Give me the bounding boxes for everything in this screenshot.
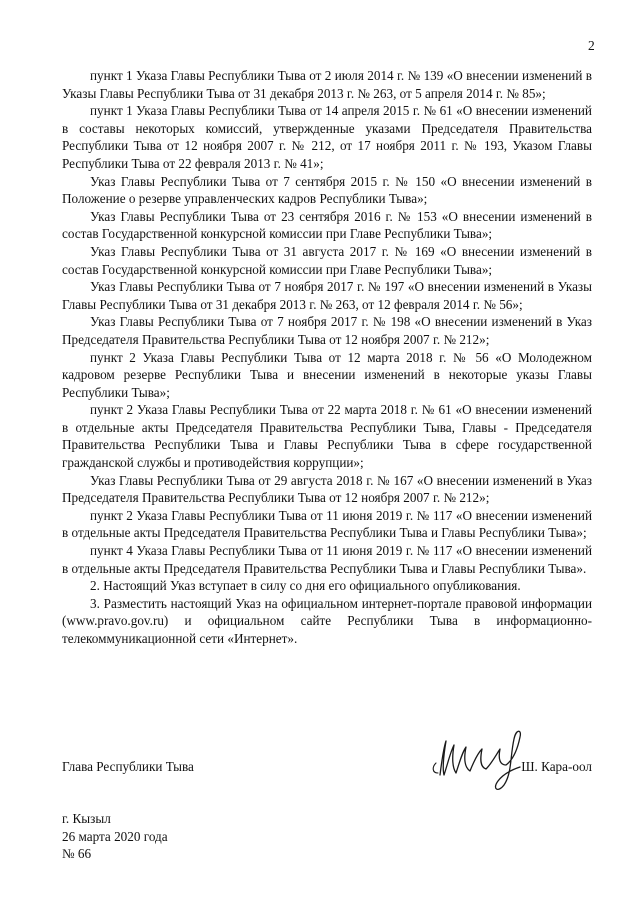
paragraph: пункт 1 Указа Главы Республики Тыва от 2 июля 2014 г. № 139 «О внесении изменений в Указы Главы Республики Тыва от 31 декабря 2013 г. № 263, от 5 апреля 2014 г. № 85»; xyxy=(62,68,592,101)
document-body xyxy=(62,67,592,648)
date: 26 марта 2020 года xyxy=(62,828,168,844)
signatory-position: Глава Республики Тыва xyxy=(62,759,194,774)
signature-block xyxy=(62,755,592,779)
page-number: 2 xyxy=(588,38,595,53)
paragraph: пункт 1 Указа Главы Республики Тыва от 14 апреля 2015 г. № 61 «О внесении изменений в составы некоторых комиссий, утвержденные указами Председателя Правительства Республики Тыва от 12 ноября 2007 г. № 212, от 17 ноября 2011 г. № 193, Указом Главы Республики Тыва от 22 февраля 2013 г. № 41»; xyxy=(62,103,592,171)
paragraph: пункт 2 Указа Главы Республики Тыва от 12 марта 2018 г. № 56 «О Молодежном кадровом резерве Республики Тыва и внесении изменений в некоторые указы Главы Республики Тыва»; xyxy=(62,349,592,400)
paragraph: Указ Главы Республики Тыва от 7 ноября 2017 г. № 197 «О внесении изменений в Указы Главы Республики Тыва от 31 декабря 2013 г. № 263, от 12 февраля 2014 г. № 56»; xyxy=(62,279,592,312)
signatory-name: Ш. Кара-оол xyxy=(521,759,592,774)
paragraph: пункт 2 Указа Главы Республики Тыва от 22 марта 2018 г. № 61 «О внесении изменений в отдельные акты Председателя Правительства Республики Тыва, Главы - Председателя Правительства Республики Тыва и Главы Республики Тыва в сфере государственной гражданской службы и противодействия коррупции»; xyxy=(62,402,592,471)
paragraph: Указ Главы Республики Тыва от 31 августа 2017 г. № 169 «О внесении изменений в состав Государственной конкурсной комиссии при Главе Республики Тыва»; xyxy=(62,243,592,277)
paragraph: 2. Настоящий Указ вступает в силу со дня его официального опубликования. xyxy=(90,578,521,594)
paragraph: 3. Разместить настоящий Указ на официальном интернет-портале правовой информации (www.pravo.gov.ru) и официальном сайте Республики Тыва в информационно-телекоммуникационной сети «Интернет». xyxy=(62,595,592,646)
paragraph: Указ Главы Республики Тыва от 29 августа 2018 г. № 167 «О внесении изменений в Указ Председателя Правительства Республики Тыва от 12 ноября 2007 г. № 212»; xyxy=(62,472,592,506)
place: г. Кызыл xyxy=(62,811,111,826)
paragraph: Указ Главы Республики Тыва от 7 сентября 2015 г. № 150 «О внесении изменений в Положение о резерве управленческих кадров Республики Тыва»; xyxy=(62,173,592,207)
paragraph: Указ Главы Республики Тыва от 23 сентября 2016 г. № 153 «О внесении изменений в состав Государственной конкурсной комиссии при Главе Республики Тыва»; xyxy=(62,208,592,242)
paragraph: пункт 4 Указа Главы Республики Тыва от 11 июня 2019 г. № 117 «О внесении изменений в отдельные акты Председателя Правительства Республики Тыва и Главы Республики Тыва». xyxy=(62,543,592,576)
decree-number: № 66 xyxy=(62,846,92,862)
document-footer xyxy=(62,810,168,863)
paragraph: пункт 2 Указа Главы Республики Тыва от 11 июня 2019 г. № 117 «О внесении изменений в отдельные акты Председателя Правительства Республики Тыва и Главы Республики Тыва»; xyxy=(62,507,592,541)
paragraph: Указ Главы Республики Тыва от 7 ноября 2017 г. № 198 «О внесении изменений в Указ Председателя Правительства Республики Тыва от 12 ноября 2007 г. № 212»; xyxy=(62,314,592,347)
